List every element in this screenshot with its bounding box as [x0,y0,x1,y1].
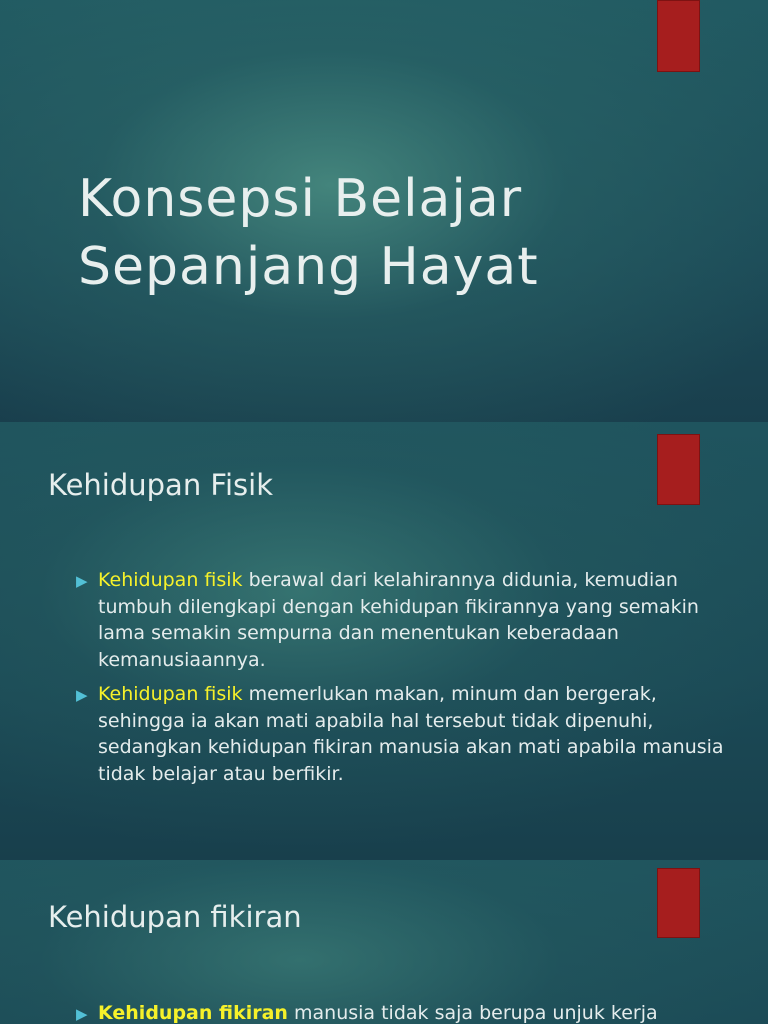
list-item [76,567,746,673]
bullet-text: berawal dari kelahirannya didunia, kemudian tumbuh dilengkapi dengan kehidupan fikirannya yang semakin lama semakin sempurna dan menentukan keberadaan kemanusiaannya. [98,569,699,671]
bullet-text: memerlukan makan, minum dan bergerak, sehingga ia akan mati apabila hal tersebut tidak dipenuhi, sedangkan kehidupan fikiran manusia akan mati apabila manusia tidak belajar atau berfikir. [98,683,724,785]
triangle-right-icon: ▶ [76,686,88,704]
red-accent-tab [657,434,700,505]
section-heading: Kehidupan Fisik [48,468,274,502]
triangle-right-icon: ▶ [76,1005,88,1023]
highlight-text: Kehidupan fisik [98,569,243,591]
title-line-2: Sepanjang Hayat [78,237,539,297]
highlight-text: Kehidupan fikiran [98,1002,288,1024]
highlight-text: Kehidupan fisik [98,683,243,705]
section-heading: Kehidupan fikiran [48,900,302,934]
bullet-list [76,1000,746,1024]
list-item [76,681,746,787]
red-accent-tab [657,868,700,938]
presentation-title [78,165,539,301]
slide-kehidupan-fisik [0,422,768,860]
list-item [76,1000,746,1024]
slide-title [0,0,768,422]
slide-kehidupan-fikiran [0,860,768,1024]
triangle-right-icon: ▶ [76,572,88,590]
red-accent-tab [657,0,700,72]
bullet-text: manusia tidak saja berupa unjuk kerja [287,1002,658,1024]
title-line-1: Konsepsi Belajar [78,169,523,229]
bullet-list [76,567,746,795]
